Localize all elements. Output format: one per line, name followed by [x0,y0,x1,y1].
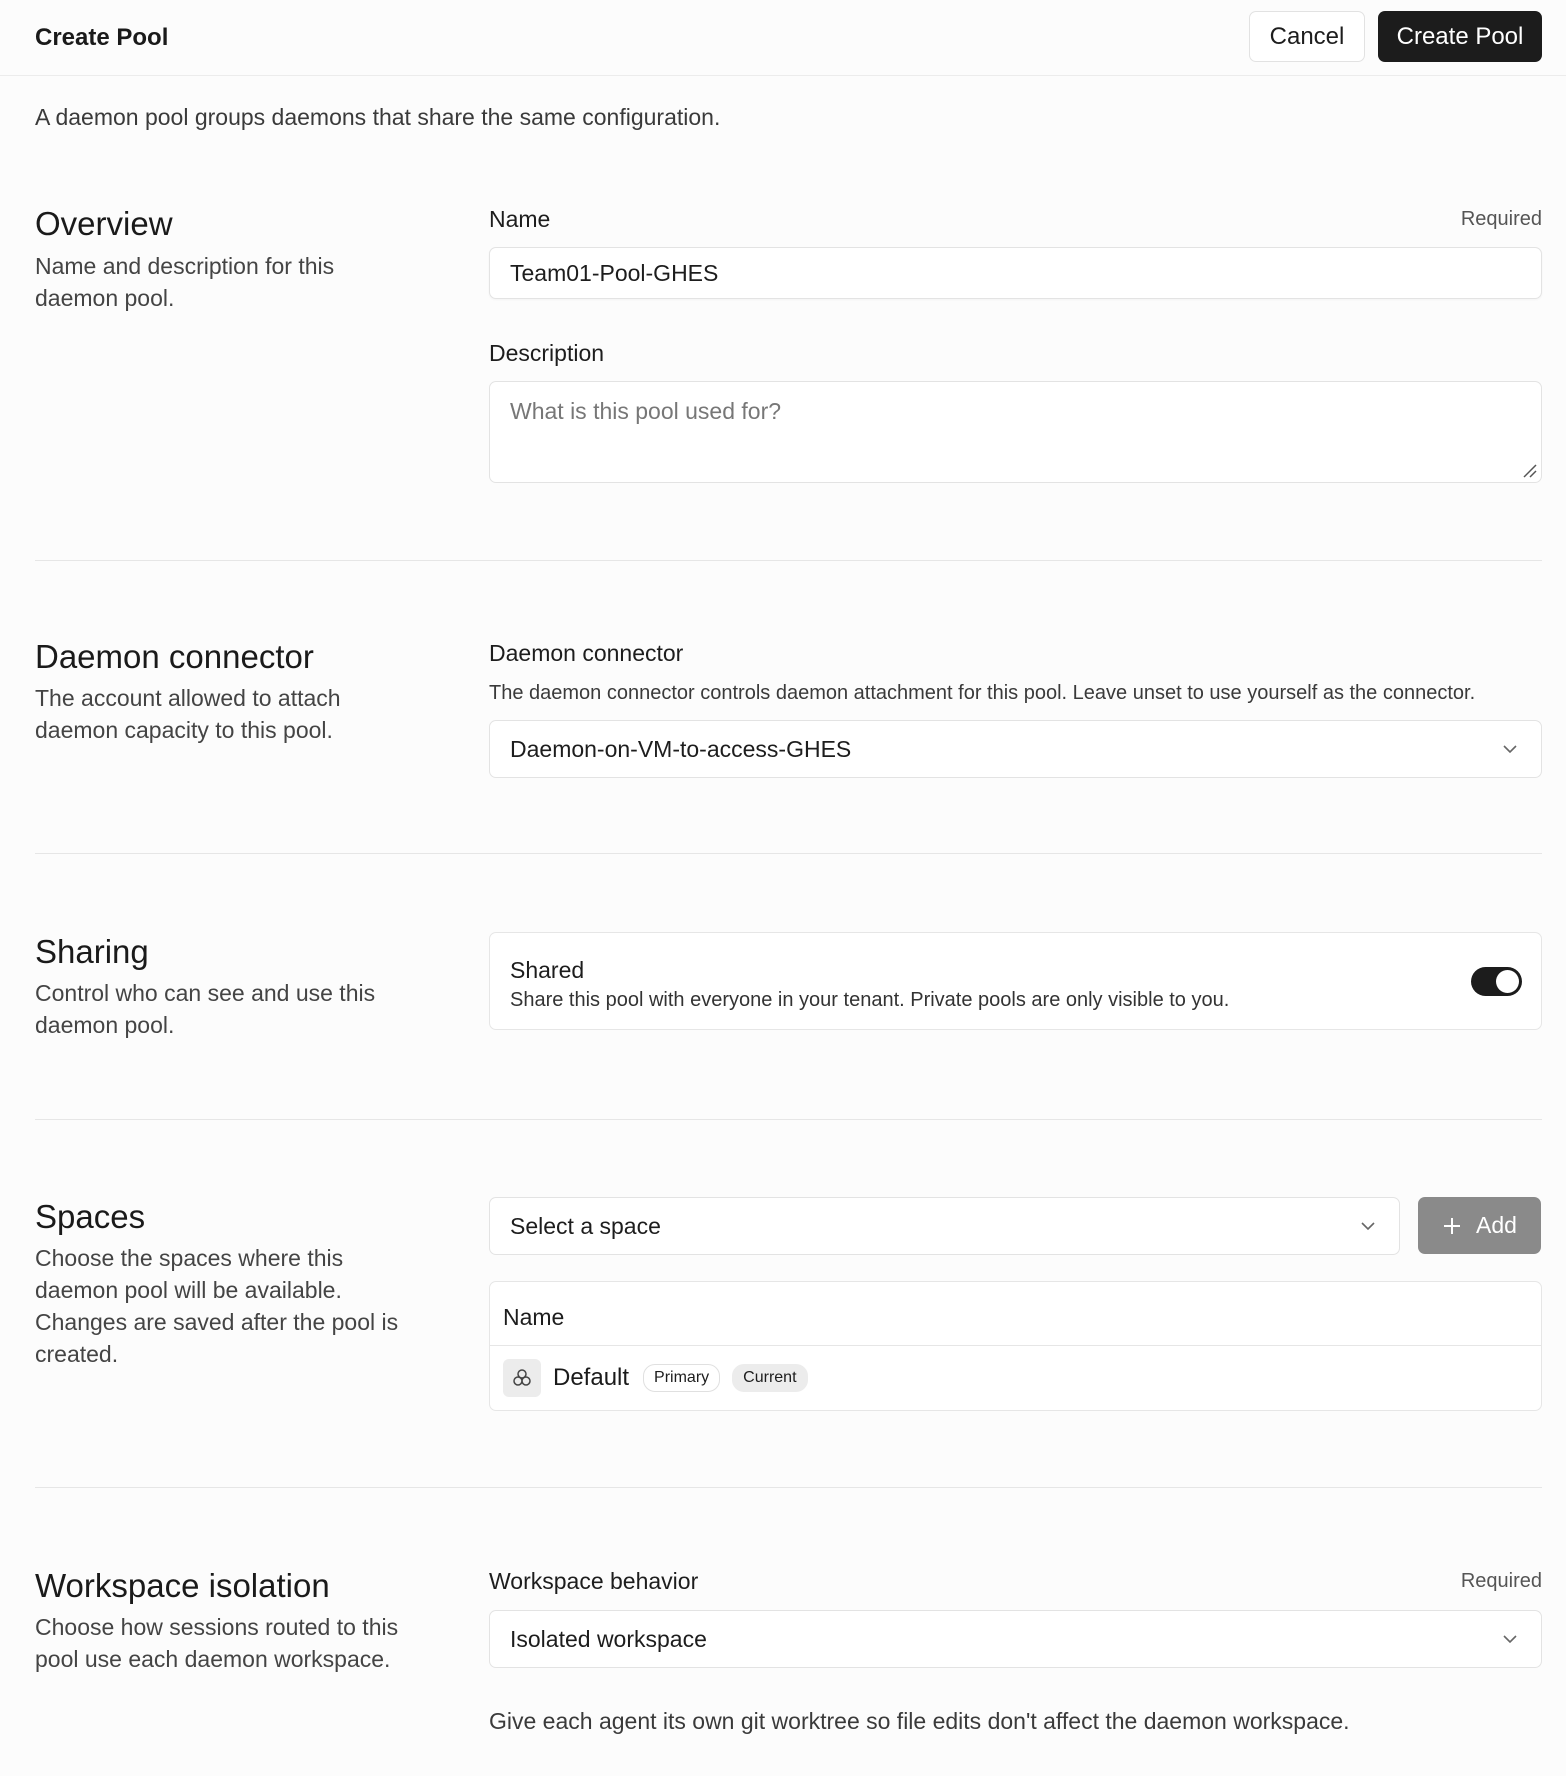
shared-setting-card [489,932,1542,1030]
spaces-description: Choose the spaces where this daemon pool will be available. Changes are saved after the pool is created. [35,1245,399,1367]
space-select[interactable] [489,1197,1400,1255]
workspace-behavior-select[interactable] [489,1610,1542,1668]
sharing-description: Control who can see and use this daemon pool. [35,980,376,1038]
section-divider [35,1119,1542,1120]
section-divider [35,560,1542,561]
space-select-placeholder: Select a space [510,1212,661,1239]
connector-title: Daemon connector [35,638,314,675]
page-title: Create Pool [35,24,169,51]
name-label: Name [489,206,551,232]
table-header-divider [490,1345,1541,1346]
shared-description: Share this pool with everyone in your tenant. Private pools are only visible to you. [510,989,1230,1011]
workspace-required-label: Required [1460,1570,1542,1592]
section-divider [35,853,1542,854]
isolation-title: Workspace isolation [35,1567,330,1604]
description-label: Description [489,340,605,366]
name-required-label: Required [1460,208,1542,230]
resize-handle-icon[interactable] [1521,462,1537,478]
plus-icon [1442,1216,1462,1236]
isolation-description: Choose how sessions routed to this pool use each daemon workspace. [35,1614,399,1672]
primary-badge: Primary [643,1364,720,1392]
chevron-down-icon [1501,740,1519,758]
overview-description: Name and description for this daemon pool. [35,253,335,311]
space-icon [503,1359,541,1397]
connector-hint: The daemon connector controls daemon attachment for this pool. Leave unset to use yourself as the connector. [489,682,1476,704]
add-label: Add [1476,1212,1517,1238]
toggle-knob [1496,970,1519,993]
workspace-behavior-label: Workspace behavior [489,1568,699,1594]
intro-text: A daemon pool groups daemons that share the same configuration. [35,104,721,130]
workspace-selected-value: Isolated workspace [510,1625,707,1652]
space-name: Default [553,1364,630,1391]
table-header-name: Name [503,1304,565,1330]
current-badge: Current [732,1364,807,1392]
description-textarea[interactable] [489,381,1542,483]
shared-toggle[interactable] [1471,967,1522,996]
connector-selected-value: Daemon-on-VM-to-access-GHES [510,735,852,762]
workspace-hint: Give each agent its own git worktree so file edits don't affect the daemon workspace. [489,1708,1350,1734]
add-space-button[interactable] [1418,1197,1541,1254]
sharing-title: Sharing [35,933,149,970]
spaces-table [489,1281,1542,1411]
top-bar [0,0,1566,76]
connector-select[interactable] [489,720,1542,778]
chevron-down-icon [1359,1217,1377,1235]
section-divider [35,1487,1542,1488]
overview-title: Overview [35,205,173,242]
spaces-title: Spaces [35,1198,146,1235]
connector-description: The account allowed to attach daemon capacity to this pool. [35,685,341,743]
cancel-button[interactable]: Cancel [1249,11,1365,62]
connector-field-label: Daemon connector [489,640,684,666]
create-pool-button[interactable]: Create Pool [1378,11,1542,62]
table-row[interactable] [503,1358,808,1398]
shared-title: Shared [510,957,585,983]
name-input[interactable] [489,247,1542,299]
chevron-down-icon [1501,1630,1519,1648]
